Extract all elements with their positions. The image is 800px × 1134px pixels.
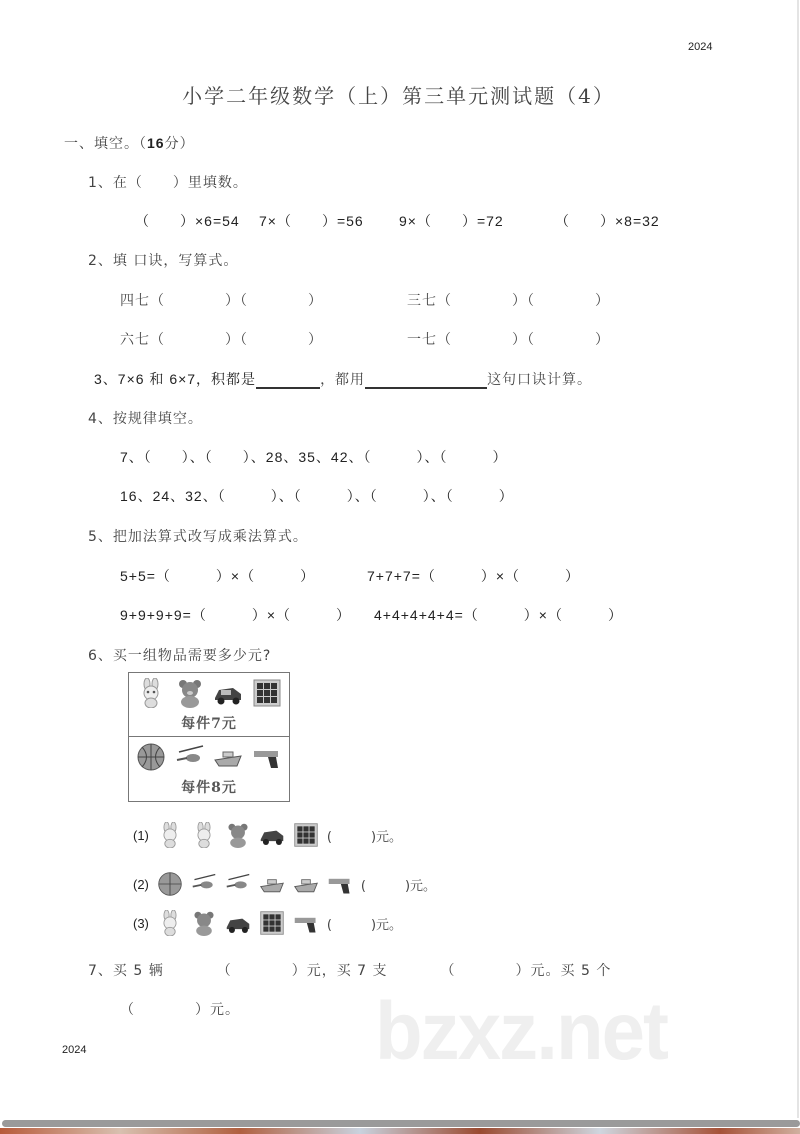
rabbit-icon [191, 822, 217, 848]
q5-item: 7+7+7=（ ）×（ ） [367, 568, 581, 584]
rabbit-icon [136, 678, 166, 708]
q4-stem: 4、按规律填空。 [88, 411, 203, 427]
q6-sub-answer: ( )元。 [326, 829, 403, 845]
q7-line-2: （ ）元。 [120, 1002, 240, 1018]
toy-gun-icon [252, 742, 282, 772]
price-label-8: 每件8元 [181, 780, 237, 796]
toy-car-icon [225, 910, 251, 936]
horizontal-scrollbar[interactable] [2, 1120, 800, 1127]
rabbit-icon [157, 822, 183, 848]
q4-sequence-1: 7、（ ）、（ ）、28、35、42、（ ）、（ ） [120, 449, 508, 465]
section-label-end: 分） [164, 136, 195, 152]
helicopter-icon [225, 871, 251, 897]
header-year: 2024 [688, 41, 713, 53]
q6-sub-answer: ( )元。 [360, 878, 437, 894]
q3-line [94, 369, 592, 389]
q7-line-1: 7、买 5 辆 （ ）元，买 7 支 （ ）元。买 5 个 [88, 963, 612, 979]
q2-stem: 2、填 口诀，写算式。 [88, 253, 239, 269]
watermark: bzxz.net [375, 986, 668, 1077]
helicopter-icon [191, 871, 217, 897]
q1-item: 7×（ ）=56 [259, 213, 364, 229]
q2-item: 六七（ ）（ ） [120, 332, 323, 348]
q3-suffix: 这句口诀计算。 [487, 372, 593, 388]
q6-sub-label: (3) [133, 915, 149, 931]
price-label-7: 每件7元 [181, 716, 237, 732]
q6-sub-1 [133, 822, 402, 848]
q5-item: 4+4+4+4+4=（ ）×（ ） [374, 607, 623, 623]
toy-gun-icon [293, 910, 319, 936]
q1-stem: 1、在（ ）里填数。 [88, 175, 248, 191]
q1-item: （ ）×6=54 [135, 213, 240, 229]
teddy-bear-icon [225, 822, 251, 848]
q1-item: （ ）×8=32 [555, 213, 660, 229]
q6-stem: 6、买一组物品需要多少元? [88, 648, 272, 664]
section-points: 16 [147, 135, 165, 151]
q1-item: 9×（ ）=72 [399, 213, 504, 229]
q2-item: 四七（ ）（ ） [120, 293, 323, 309]
q5-item: 5+5=（ ）×（ ） [120, 568, 316, 584]
boat-icon [213, 742, 243, 772]
teddy-bear-icon [175, 678, 205, 708]
q6-sub-label: (1) [133, 827, 149, 843]
rubiks-cube-icon [293, 822, 319, 848]
helicopter-icon [175, 742, 205, 772]
q2-item: 一七（ ）（ ） [407, 332, 610, 348]
rubiks-cube-icon [252, 678, 282, 708]
q6-sub-2 [133, 871, 436, 897]
q6-sub-3 [133, 910, 402, 936]
price-table [128, 672, 290, 802]
toy-gun-icon [327, 871, 353, 897]
teddy-bear-icon [191, 910, 217, 936]
q6-sub-answer: ( )元。 [326, 917, 403, 933]
footer-year: 2024 [62, 1044, 87, 1056]
price-row-8 [129, 736, 289, 800]
q3-middle: ，都用 [320, 372, 366, 388]
rubiks-cube-icon [259, 910, 285, 936]
rabbit-icon [157, 910, 183, 936]
q2-item: 三七（ ）（ ） [407, 293, 610, 309]
q6-sub-label: (2) [133, 876, 149, 892]
price-row-7 [129, 673, 289, 736]
boat-icon [293, 871, 319, 897]
section-heading [64, 133, 195, 153]
q3-prefix: 3、7×6 和 6×7，积都是 [94, 371, 257, 387]
toy-car-icon [213, 678, 243, 708]
basketball-icon [136, 742, 166, 772]
background-image-strip [0, 1128, 800, 1134]
q5-stem: 5、把加法算式改写成乘法算式。 [88, 529, 308, 545]
page-title: 小学二年级数学（上）第三单元测试题（4） [182, 84, 615, 108]
q4-sequence-2: 16、24、32、（ ）、（ ）、（ ）、（ ） [120, 488, 514, 504]
basketball-icon [157, 871, 183, 897]
section-label: 一、填空。（ [64, 136, 147, 152]
boat-icon [259, 871, 285, 897]
q3-blank-product[interactable] [256, 373, 320, 389]
q3-blank-rhyme[interactable] [365, 373, 487, 389]
q5-item: 9+9+9+9=（ ）×（ ） [120, 607, 352, 623]
toy-car-icon [259, 822, 285, 848]
